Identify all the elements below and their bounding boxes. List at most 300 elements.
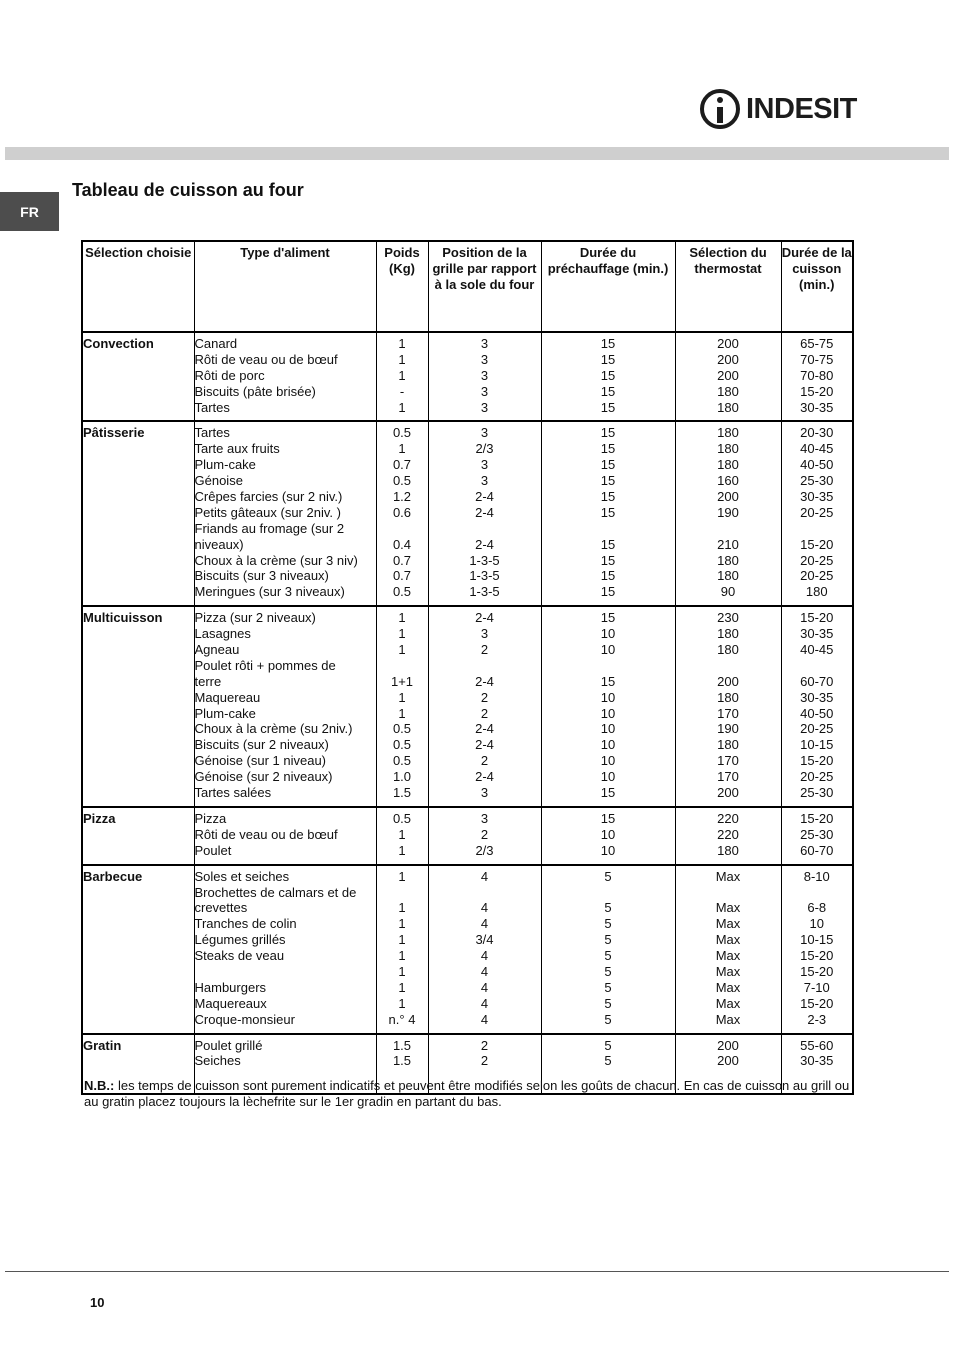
cell-line: 1 [398, 626, 406, 642]
cell-line: 5 [604, 916, 612, 932]
cell-line: 0.5 [392, 810, 412, 826]
cell-line: Max [715, 979, 741, 995]
cell-line: Tranches de colin [194, 916, 297, 932]
cell-line: 7-10 [803, 979, 830, 995]
cell-line: 20-25 [800, 721, 834, 737]
footnote-label: N.B.: [84, 1078, 115, 1093]
cell-line: 230 [717, 610, 739, 626]
cell-line: 4 [480, 995, 489, 1011]
cell-line: 15-20 [800, 810, 834, 826]
cell-line: 25-30 [800, 826, 834, 842]
cell-line: Canard [194, 336, 238, 351]
cell-line: Friands au fromage (sur 2 [194, 520, 345, 536]
cell-line: 1.0 [392, 769, 412, 785]
header-prechauffage: Durée du préchauffage (min.) [541, 241, 675, 332]
cell-line [676, 885, 781, 901]
cell-line: 15-20 [800, 963, 834, 979]
cell-line: 10-15 [800, 737, 834, 753]
cell-line: Croque-monsieur [194, 1011, 295, 1027]
preheat-cell [541, 606, 675, 807]
cell-line: 200 [717, 673, 739, 689]
weight-cell [376, 865, 428, 1034]
cell-line [676, 521, 781, 537]
cell-line: 3 [480, 399, 489, 415]
cell-line: 4 [480, 900, 489, 916]
cell-line: Pizza (sur 2 niveaux) [194, 610, 316, 626]
page-number: 10 [90, 1295, 105, 1310]
cell-line: 1 [398, 689, 406, 705]
cell-line: 2 [480, 1053, 489, 1069]
cell-line [782, 658, 853, 674]
cell-line: 1 [398, 916, 406, 932]
header-selection: Sélection choisie [82, 241, 194, 332]
header-thermostat: Sélection du thermostat [675, 241, 781, 332]
weight-cell [376, 332, 428, 421]
cell-line: 30-35 [800, 399, 834, 415]
cell-line: 15 [600, 504, 616, 520]
cell-line: 180 [717, 626, 739, 642]
cell-line: 170 [717, 705, 739, 721]
cell-line: 10 [600, 626, 616, 642]
cell-line: 3 [480, 810, 489, 826]
cell-line: 220 [717, 810, 739, 826]
selection-cell: Pâtisserie [82, 421, 194, 606]
cell-line: 2 [480, 753, 489, 769]
cell-line: Poulet grillé [194, 1037, 263, 1053]
cell-line: 180 [717, 842, 739, 858]
cell-line: Maquereaux [194, 995, 267, 1011]
cell-line: 170 [717, 753, 739, 769]
cell-line: Seiches [194, 1053, 241, 1069]
cell-line: 180 [805, 584, 828, 600]
cell-line [782, 885, 853, 901]
cell-line: 30-35 [800, 1053, 834, 1069]
cell-line: terre [194, 673, 222, 689]
food-cell [194, 807, 376, 865]
cell-line: Max [715, 868, 741, 884]
cell-line: 1 [398, 351, 406, 367]
cell-line: 5 [604, 1011, 612, 1027]
cell-line: 60-70 [800, 842, 834, 858]
rack-position-cell [428, 606, 541, 807]
cell-line: 1 [398, 900, 406, 916]
cell-line: Poulet [194, 842, 232, 858]
cell-line: 1.2 [392, 489, 412, 505]
table-row [82, 807, 853, 865]
cell-line: 0.6 [392, 504, 412, 520]
cell-line: 5 [604, 995, 612, 1011]
header-poids: Poids (Kg) [376, 241, 428, 332]
cell-line: 3 [480, 336, 489, 351]
cell-line: 20-25 [800, 552, 834, 568]
cell-line: Steaks de veau [194, 948, 285, 964]
brand-name: INDESIT [746, 92, 857, 125]
cell-line: 1 [398, 336, 406, 351]
cell-line: 3 [480, 626, 489, 642]
cell-line: 200 [717, 1053, 739, 1069]
cell-line: 1 [398, 979, 406, 995]
thermostat-cell [675, 606, 781, 807]
cell-line: Meringues (sur 3 niveaux) [194, 584, 345, 600]
cell-line: 15 [600, 473, 616, 489]
cell-line: 170 [717, 769, 739, 785]
weight-cell [376, 807, 428, 865]
cell-line [377, 658, 428, 674]
cell-line: 200 [717, 351, 739, 367]
cell-line: Rôti de veau ou de bœuf [194, 826, 338, 842]
cell-line: 5 [604, 1053, 612, 1069]
cell-line: 0.5 [392, 425, 412, 441]
cell-line: 1.5 [392, 1053, 412, 1069]
cell-line: 40-45 [800, 642, 834, 658]
cell-line: 200 [717, 785, 739, 801]
cell-line: 15 [600, 552, 616, 568]
cell-line: 10 [600, 769, 616, 785]
cell-line: crevettes [194, 900, 248, 916]
cell-line: 2 [480, 642, 489, 658]
cell-line: 15-20 [800, 995, 834, 1011]
cell-line: 1 [398, 441, 406, 457]
cell-line: 1 [398, 963, 406, 979]
cell-line: Max [715, 948, 741, 964]
cell-line: 15 [600, 441, 616, 457]
cooking-table [81, 240, 854, 1095]
cell-line: Max [715, 1011, 741, 1027]
cooking-time-cell [781, 332, 853, 421]
cell-line: Crêpes farcies (sur 2 niv.) [194, 489, 343, 505]
cell-line: 2/3 [475, 441, 494, 457]
cell-line: 3 [480, 383, 489, 399]
cooking-time-cell [781, 865, 853, 1034]
cell-line: Biscuits (pâte brisée) [194, 383, 316, 399]
cell-line: 15 [600, 399, 616, 415]
cell-line: 15-20 [800, 536, 834, 552]
cell-line: 1-3-5 [469, 584, 500, 600]
cell-line: 180 [717, 642, 739, 658]
cell-line: 1 [398, 367, 406, 383]
cooking-time-cell [781, 606, 853, 807]
table-row [82, 606, 853, 807]
cell-line: 10 [600, 705, 616, 721]
cell-line: 3 [480, 425, 489, 441]
cell-line: 20-25 [800, 568, 834, 584]
cell-line: - [399, 383, 405, 399]
cell-line: 200 [717, 336, 739, 351]
cell-line: 220 [717, 826, 739, 842]
thermostat-cell [675, 865, 781, 1034]
cell-line: Biscuits (sur 3 niveaux) [194, 568, 329, 584]
cell-line: 10 [600, 642, 616, 658]
cell-line: 25-30 [800, 785, 834, 801]
cell-line: 180 [717, 552, 739, 568]
cell-line: 1 [398, 610, 406, 626]
cell-line: Biscuits (sur 2 niveaux) [194, 737, 329, 753]
cell-line: 0.4 [392, 536, 412, 552]
cell-line: 70-80 [800, 367, 834, 383]
cell-line: 3 [480, 473, 489, 489]
cell-line: 3 [480, 785, 489, 801]
cell-line: n.° 4 [388, 1011, 416, 1027]
cell-line: 5 [604, 1037, 612, 1053]
cell-line: 1.5 [392, 1037, 412, 1053]
cell-line: Max [715, 900, 741, 916]
cell-line: 0.7 [392, 552, 412, 568]
table-row [82, 421, 853, 606]
cell-line: 10 [809, 916, 824, 932]
cell-line: Rôti de veau ou de bœuf [194, 351, 338, 367]
cell-line: 200 [717, 489, 739, 505]
weight-cell [376, 421, 428, 606]
cell-line: 0.7 [392, 457, 412, 473]
rack-position-cell [428, 421, 541, 606]
cell-line: 15 [600, 568, 616, 584]
cell-line: 0.7 [392, 568, 412, 584]
cell-line: 10 [600, 689, 616, 705]
cell-line: 15 [600, 367, 616, 383]
cell-line: 2 [480, 705, 489, 721]
selection-cell: Multicuisson [82, 606, 194, 807]
cell-line: 180 [717, 457, 739, 473]
cell-line: 5 [604, 932, 612, 948]
cell-line: 160 [717, 473, 739, 489]
header-duree: Durée de la cuisson (min.) [781, 241, 853, 332]
cell-line: 20-30 [800, 425, 834, 441]
cell-line: Pizza [194, 810, 227, 826]
cell-line: 15-20 [800, 948, 834, 964]
cell-line: 2-4 [475, 610, 494, 626]
cell-line: 1-3-5 [469, 552, 500, 568]
cell-line: 10-15 [800, 932, 834, 948]
cell-line: Max [715, 932, 741, 948]
cell-line: 4 [480, 1011, 489, 1027]
cell-line: 15 [600, 536, 616, 552]
cell-line: Génoise (sur 2 niveaux) [194, 769, 333, 785]
footnote [84, 1078, 854, 1110]
cell-line: 1 [398, 642, 406, 658]
cell-line: Max [715, 963, 741, 979]
cell-line [377, 521, 428, 537]
cell-line: 15 [600, 336, 616, 351]
rack-position-cell [428, 807, 541, 865]
cell-line: 210 [717, 536, 739, 552]
food-cell [194, 421, 376, 606]
cell-line: 0.5 [392, 721, 412, 737]
cell-line: 5 [604, 948, 612, 964]
cell-line: 1 [398, 399, 406, 415]
cell-line [676, 658, 781, 674]
cell-line: 15 [600, 383, 616, 399]
cell-line: 10 [600, 842, 616, 858]
cell-line [429, 521, 541, 537]
cell-line: 20-25 [800, 504, 834, 520]
cell-line: Tarte aux fruits [194, 441, 280, 457]
cell-line: 2 [480, 689, 489, 705]
cell-line: Tartes salées [194, 785, 272, 801]
cell-line: 15 [600, 673, 616, 689]
cell-line: 1 [398, 868, 406, 884]
cell-line: 0.5 [392, 737, 412, 753]
cell-line: 15 [600, 785, 616, 801]
cell-line: 2 [480, 1037, 489, 1053]
cell-line: 180 [717, 568, 739, 584]
cell-line: 60-70 [800, 673, 834, 689]
cell-line: 10 [600, 737, 616, 753]
cell-line: 2-4 [475, 489, 494, 505]
cell-line: 180 [717, 399, 739, 415]
cell-line: 5 [604, 963, 612, 979]
food-cell [194, 332, 376, 421]
cell-line: 2 [480, 826, 489, 842]
cell-line: 2-4 [475, 737, 494, 753]
preheat-cell [541, 421, 675, 606]
cell-line: 15-20 [800, 753, 834, 769]
cell-line: 90 [720, 584, 736, 600]
cell-line: 1 [398, 932, 406, 948]
thermostat-cell [675, 421, 781, 606]
cell-line: Choux à la crème (su 2niv.) [194, 721, 353, 737]
cooking-time-cell [781, 421, 853, 606]
cell-line: 2-4 [475, 721, 494, 737]
cell-line: 10 [600, 826, 616, 842]
cell-line: 1-3-5 [469, 568, 500, 584]
table-row [82, 332, 853, 421]
cell-line [377, 885, 428, 901]
cell-line: Rôti de porc [194, 367, 265, 383]
cell-line: 2-4 [475, 769, 494, 785]
cell-line: 180 [717, 441, 739, 457]
cell-line [429, 658, 541, 674]
cell-line: 4 [480, 916, 489, 932]
cell-line: niveaux) [194, 536, 244, 552]
table-row [82, 865, 853, 1034]
cell-line: 5 [604, 979, 612, 995]
cell-line [429, 885, 541, 901]
cell-line: Hamburgers [194, 979, 267, 995]
cell-line: Soles et seiches [194, 868, 290, 884]
cell-line: Plum-cake [194, 705, 256, 721]
cell-line: Max [715, 995, 741, 1011]
cell-line: 1 [398, 842, 406, 858]
food-cell [194, 606, 376, 807]
cell-line: 2-4 [475, 536, 494, 552]
cell-line: 40-45 [800, 441, 834, 457]
cell-line: 15 [600, 351, 616, 367]
cell-line: 70-75 [800, 351, 834, 367]
cell-line: 2-3 [807, 1011, 827, 1027]
cell-line: 3 [480, 367, 489, 383]
cell-line: Agneau [194, 642, 240, 658]
cell-line: Légumes grillés [194, 932, 286, 948]
cell-line: 1 [398, 995, 406, 1011]
cell-line [542, 885, 675, 901]
cell-line: Petits gâteaux (sur 2niv. ) [194, 504, 341, 520]
rack-position-cell [428, 332, 541, 421]
preheat-cell [541, 332, 675, 421]
cell-line: 6-8 [807, 900, 827, 916]
cell-line: 30-35 [800, 626, 834, 642]
indesit-logo [700, 86, 870, 132]
cell-line: 180 [717, 689, 739, 705]
header-type: Type d'aliment [194, 241, 376, 332]
cell-line: 15 [600, 425, 616, 441]
cell-line: 15 [600, 610, 616, 626]
rack-position-cell [428, 865, 541, 1034]
cell-line: 55-60 [800, 1037, 834, 1053]
cell-line: 30-35 [800, 689, 834, 705]
cell-line: 15-20 [800, 383, 834, 399]
cell-line: 15 [600, 584, 616, 600]
cell-line: 2-4 [475, 504, 494, 520]
preheat-cell [541, 865, 675, 1034]
cell-line: 1 [398, 705, 406, 721]
cell-line: 65-75 [800, 336, 834, 351]
food-cell [194, 865, 376, 1034]
weight-cell [376, 606, 428, 807]
cell-line: Choux à la crème (sur 3 niv) [194, 552, 358, 568]
cooking-time-cell [781, 807, 853, 865]
cell-line: 200 [717, 1037, 739, 1053]
cell-line: Génoise [194, 473, 243, 489]
cell-line: Plum-cake [194, 457, 256, 473]
cell-line: 1 [398, 948, 406, 964]
cell-line: 2-4 [475, 673, 494, 689]
cell-line: 15 [600, 489, 616, 505]
cell-line: 3 [480, 457, 489, 473]
cell-line [542, 521, 675, 537]
thermostat-cell [675, 807, 781, 865]
cell-line: 1.5 [392, 785, 412, 801]
cell-line: 15-20 [800, 610, 834, 626]
cell-line: Maquereau [194, 689, 261, 705]
cell-line: 5 [604, 900, 612, 916]
cell-line: 190 [717, 504, 739, 520]
selection-cell: Convection [82, 332, 194, 421]
cell-line [195, 964, 376, 980]
indesit-logo-icon [700, 89, 740, 129]
cell-line: Tartes [194, 425, 230, 441]
cell-line: 190 [717, 721, 739, 737]
cell-line: 0.5 [392, 753, 412, 769]
cell-line: 180 [717, 737, 739, 753]
cell-line: Poulet rôti + pommes de [194, 657, 336, 673]
cell-line: 20-25 [800, 769, 834, 785]
cell-line: Lasagnes [194, 626, 251, 642]
cell-line: 15 [600, 457, 616, 473]
footer-rule [5, 1271, 949, 1272]
cell-line: 4 [480, 979, 489, 995]
cell-line: Génoise (sur 1 niveau) [194, 753, 327, 769]
cell-line: 8-10 [803, 868, 830, 884]
cell-line: 1+1 [390, 673, 414, 689]
cell-line: 0.5 [392, 584, 412, 600]
cell-line: 180 [717, 425, 739, 441]
thermostat-cell [675, 332, 781, 421]
cell-line: 10 [600, 753, 616, 769]
cell-line: 25-30 [800, 473, 834, 489]
selection-cell: Pizza [82, 807, 194, 865]
cell-line: 10 [600, 721, 616, 737]
selection-cell: Barbecue [82, 865, 194, 1034]
cell-line [782, 521, 853, 537]
cell-line [542, 658, 675, 674]
cell-line: 30-35 [800, 489, 834, 505]
cell-line: 200 [717, 367, 739, 383]
cell-line: 1 [398, 826, 406, 842]
footnote-text: les temps de cuisson sont purement indicatifs et peuvent être modifiés selon les goûts de chacun. En cas de cuisson au grill ou au gratin placez toujours la lèchefrite sur le 1er gradin en partant du bas. [84, 1078, 850, 1109]
cell-line: 40-50 [800, 457, 834, 473]
cell-line: Max [715, 916, 741, 932]
table-header-row [82, 241, 853, 332]
